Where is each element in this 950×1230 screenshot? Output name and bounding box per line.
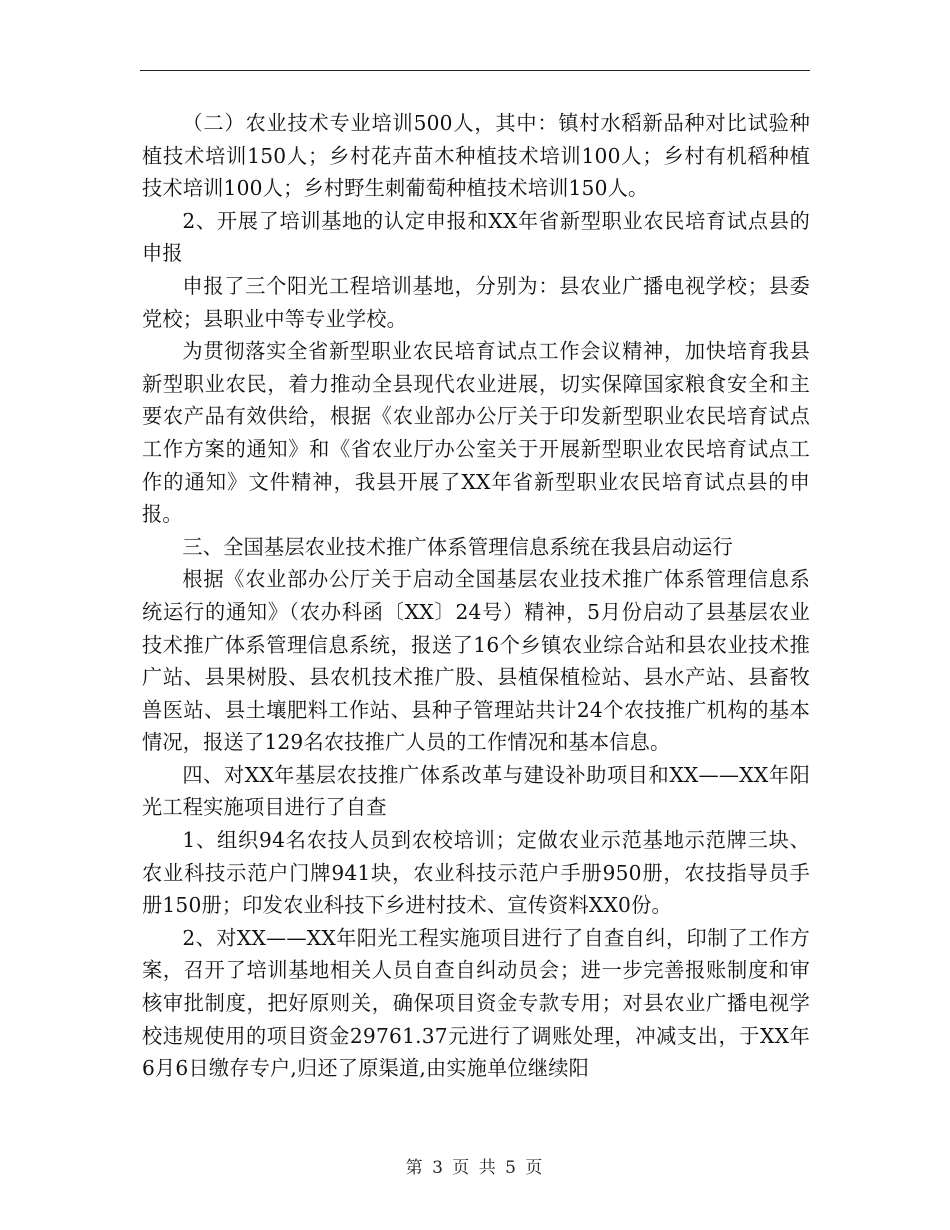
paragraph-section-four-heading: 四、对XX年基层农技推广体系改革与建设补助项目和XX——XX年阳光工程实施项目进行了自查	[142, 762, 810, 820]
paragraph-pilot-county: 为贯彻落实全省新型职业农民培育试点工作会议精神，加快培育我县新型职业农民，着力推动全县现代农业进展，切实保障国家粮食安全和主要农产品有效供给，根据《农业部办公厅关于印发新型职业农民培育试点工作方案的通知》和《省农业厅办公室关于开展新型职业农民培育试点工作的通知》文件精神，我县开展了XX年省新型职业农民培育试点县的申报。	[142, 339, 810, 527]
paragraph-item-one: 1、组织94名农技人员到农校培训；定做农业示范基地示范牌三块、农业科技示范户门牌941块，农业科技示范户手册950册，农技指导员手册150册；印发农业科技下乡进村技术、宣传资料XX0份。	[142, 828, 810, 918]
paragraph-base-declaration-heading: 2、开展了培训基地的认定申报和XX年省新型职业农民培育试点县的申报	[142, 208, 810, 266]
paragraph-item-two: 2、对XX——XX年阳光工程实施项目进行了自查自纠，印制了工作方案，召开了培训基地相关人员自查自纠动员会；进一步完善报账制度和审核审批制度，把好原则关，确保项目资金专款专用；对县农业广播电视学校违规使用的项目资金29761.37元进行了调账处理，冲减支出，于XX年6月6日缴存专户,归还了原渠道,由实施单位继续阳	[142, 925, 810, 1081]
paragraph-agri-training: （二）农业技术专业培训500人，其中：镇村水稻新品种对比试验种植技术培训150人；乡村花卉苗木种植技术培训100人；乡村有机稻种植技术培训100人；乡村野生刺葡萄种植技术培训150人。	[142, 111, 810, 201]
paragraph-section-three-heading: 三、全国基层农业技术推广体系管理信息系统在我县启动运行	[182, 534, 733, 559]
paragraph-training-bases: 申报了三个阳光工程培训基地，分别为：县农业广播电视学校；县委党校；县职业中等专业学校。	[142, 273, 810, 331]
document-body	[142, 107, 810, 1085]
paragraph-info-system: 根据《农业部办公厅关于启动全国基层农业技术推广体系管理信息系统运行的通知》（农办科函〔XX〕24号）精神，5月份启动了县基层农业技术推广体系管理信息系统，报送了16个乡镇农业综合站和县农业技术推广站、县果树股、县农机技术推广股、县植保植检站、县水产站、县畜牧兽医站、县土壤肥料工作站、县种子管理站共计24个农技推广机构的基本情况，报送了129名农技推广人员的工作情况和基本信息。	[142, 567, 810, 755]
page-number: 第 3 页 共 5 页	[405, 1158, 545, 1178]
header-rule	[140, 70, 810, 71]
